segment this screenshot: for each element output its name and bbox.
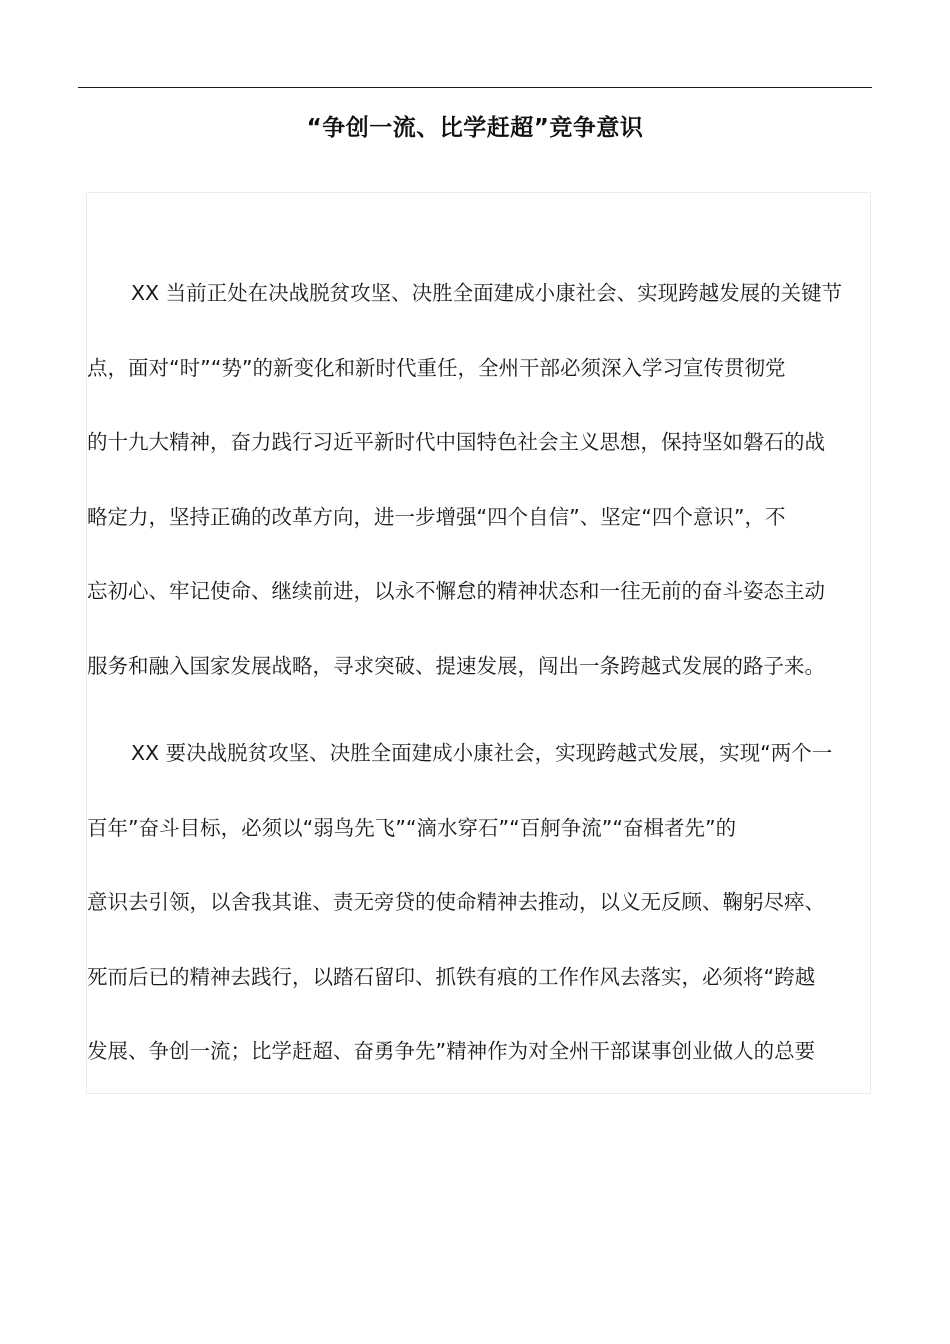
paragraph-1-line-2: 点，面对“时”“势”的新变化和新时代重任，全州干部必须深入学习宣传贯彻党 xyxy=(87,356,786,380)
paragraph-2-line-2: 百年”奋斗目标，必须以“弱鸟先飞”“滴水穿石”“百舸争流”“奋楫者先”的 xyxy=(87,816,737,840)
paragraph-1-line-6: 服务和融入国家发展战略，寻求突破、提速发展，闯出一条跨越式发展的路子来。 xyxy=(87,654,825,678)
paragraph-1-line-1: XX 当前正处在决战脱贫攻坚、决胜全面建成小康社会、实现跨越发展的关键节 xyxy=(131,281,843,305)
paragraph-1-line-4: 略定力，坚持正确的改革方向，进一步增强“四个自信”、坚定“四个意识”，不 xyxy=(87,505,786,529)
paragraph-1-line-5: 忘初心、牢记使命、继续前进，以永不懈怠的精神状态和一往无前的奋斗姿态主动 xyxy=(87,579,825,603)
body-text-frame xyxy=(86,192,871,1094)
paragraph-2-line-5: 发展、争创一流；比学赶超、奋勇争先”精神作为对全州干部谋事创业做人的总要 xyxy=(87,1039,816,1063)
header-rule xyxy=(78,87,872,88)
paragraph-2-line-1: XX 要决战脱贫攻坚、决胜全面建成小康社会，实现跨越式发展，实现“两个一 xyxy=(131,741,833,765)
paragraph-1-line-3: 的十九大精神，奋力践行习近平新时代中国特色社会主义思想，保持坚如磐石的战 xyxy=(87,430,825,454)
document-title: “争创一流、比学赶超”竞争意识 xyxy=(306,115,644,141)
paragraph-2-line-3: 意识去引领，以舍我其谁、责无旁贷的使命精神去推动，以义无反顾、鞠躬尽瘁、 xyxy=(87,890,825,914)
paragraph-2-line-4: 死而后已的精神去践行，以踏石留印、抓铁有痕的工作作风去落实，必须将“跨越 xyxy=(87,965,816,989)
